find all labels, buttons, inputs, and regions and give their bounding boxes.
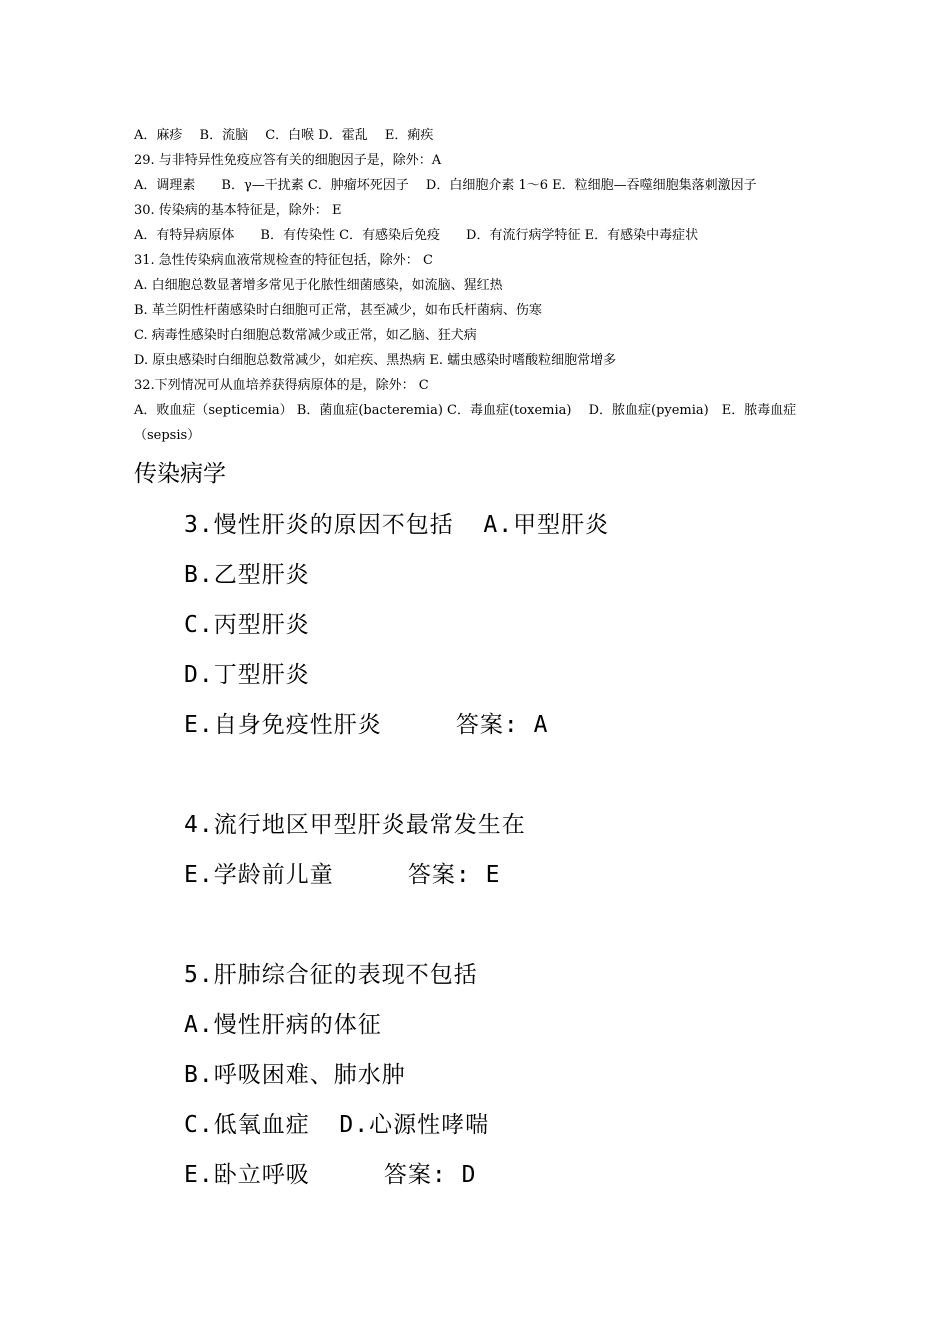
option-answer-line: E.学龄前儿童 答案: E xyxy=(184,862,501,888)
text-line: A．败血症（septicemia） B．菌血症(bacteremia) C．毒血症(toxemia) D．脓血症(pyemia) E．脓毒血症 xyxy=(134,403,797,418)
question-29: 29. 与非特异性免疫应答有关的细胞因子是，除外：A xyxy=(134,153,442,168)
option-line: A.慢性肝病的体征 xyxy=(184,1012,382,1038)
text-line: A．麻疹 B．流脑 C．白喉 D．霍乱 E．痢疾 xyxy=(134,128,434,143)
option-line: C.丙型肝炎 xyxy=(184,612,310,638)
question-4: 4.流行地区甲型肝炎最常发生在 xyxy=(184,812,526,838)
option-line: C.低氧血症 D.心源性哮喘 xyxy=(184,1112,490,1138)
option-line: B.呼吸困难、肺水肿 xyxy=(184,1062,406,1088)
text-line: A．调理素 B．γ—干扰素 C．肿瘤坏死因子 D．白细胞介素 1～6 E．粒细胞—吞噬细胞集落刺激因子 xyxy=(134,178,757,193)
section-heading: 传染病学 xyxy=(134,461,226,487)
text-line: C. 病毒性感染时白细胞总数常减少或正常，如乙脑、狂犬病 xyxy=(134,328,477,343)
option-line: D.丁型肝炎 xyxy=(184,662,310,688)
question-31: 31. 急性传染病血液常规检查的特征包括，除外： C xyxy=(134,253,433,268)
text-line: A. 白细胞总数显著增多常见于化脓性细菌感染，如流脑、猩红热 xyxy=(134,278,503,293)
text-line: （sepsis） xyxy=(134,428,201,443)
text-line: D. 原虫感染时白细胞总数常减少，如疟疾、黑热病 E. 蠕虫感染时嗜酸粒细胞常增多 xyxy=(134,353,617,368)
text-line: A．有特异病原体 B．有传染性 C．有感染后免疫 D．有流行病学特征 E．有感染中毒症状 xyxy=(134,228,699,243)
option-line: B.乙型肝炎 xyxy=(184,562,310,588)
text-line: B. 革兰阴性杆菌感染时白细胞可正常，甚至减少，如布氏杆菌病、伤寒 xyxy=(134,303,542,318)
option-answer-line: E.卧立呼吸 答案: D xyxy=(184,1162,477,1188)
question-5: 5.肝肺综合征的表现不包括 xyxy=(184,962,478,988)
question-3: 3.慢性肝炎的原因不包括 A.甲型肝炎 xyxy=(184,512,610,538)
option-answer-line: E.自身免疫性肝炎 答案: A xyxy=(184,712,549,738)
question-32: 32.下列情况可从血培养获得病原体的是，除外： C xyxy=(134,378,429,393)
question-30: 30. 传染病的基本特征是，除外： E xyxy=(134,203,342,218)
